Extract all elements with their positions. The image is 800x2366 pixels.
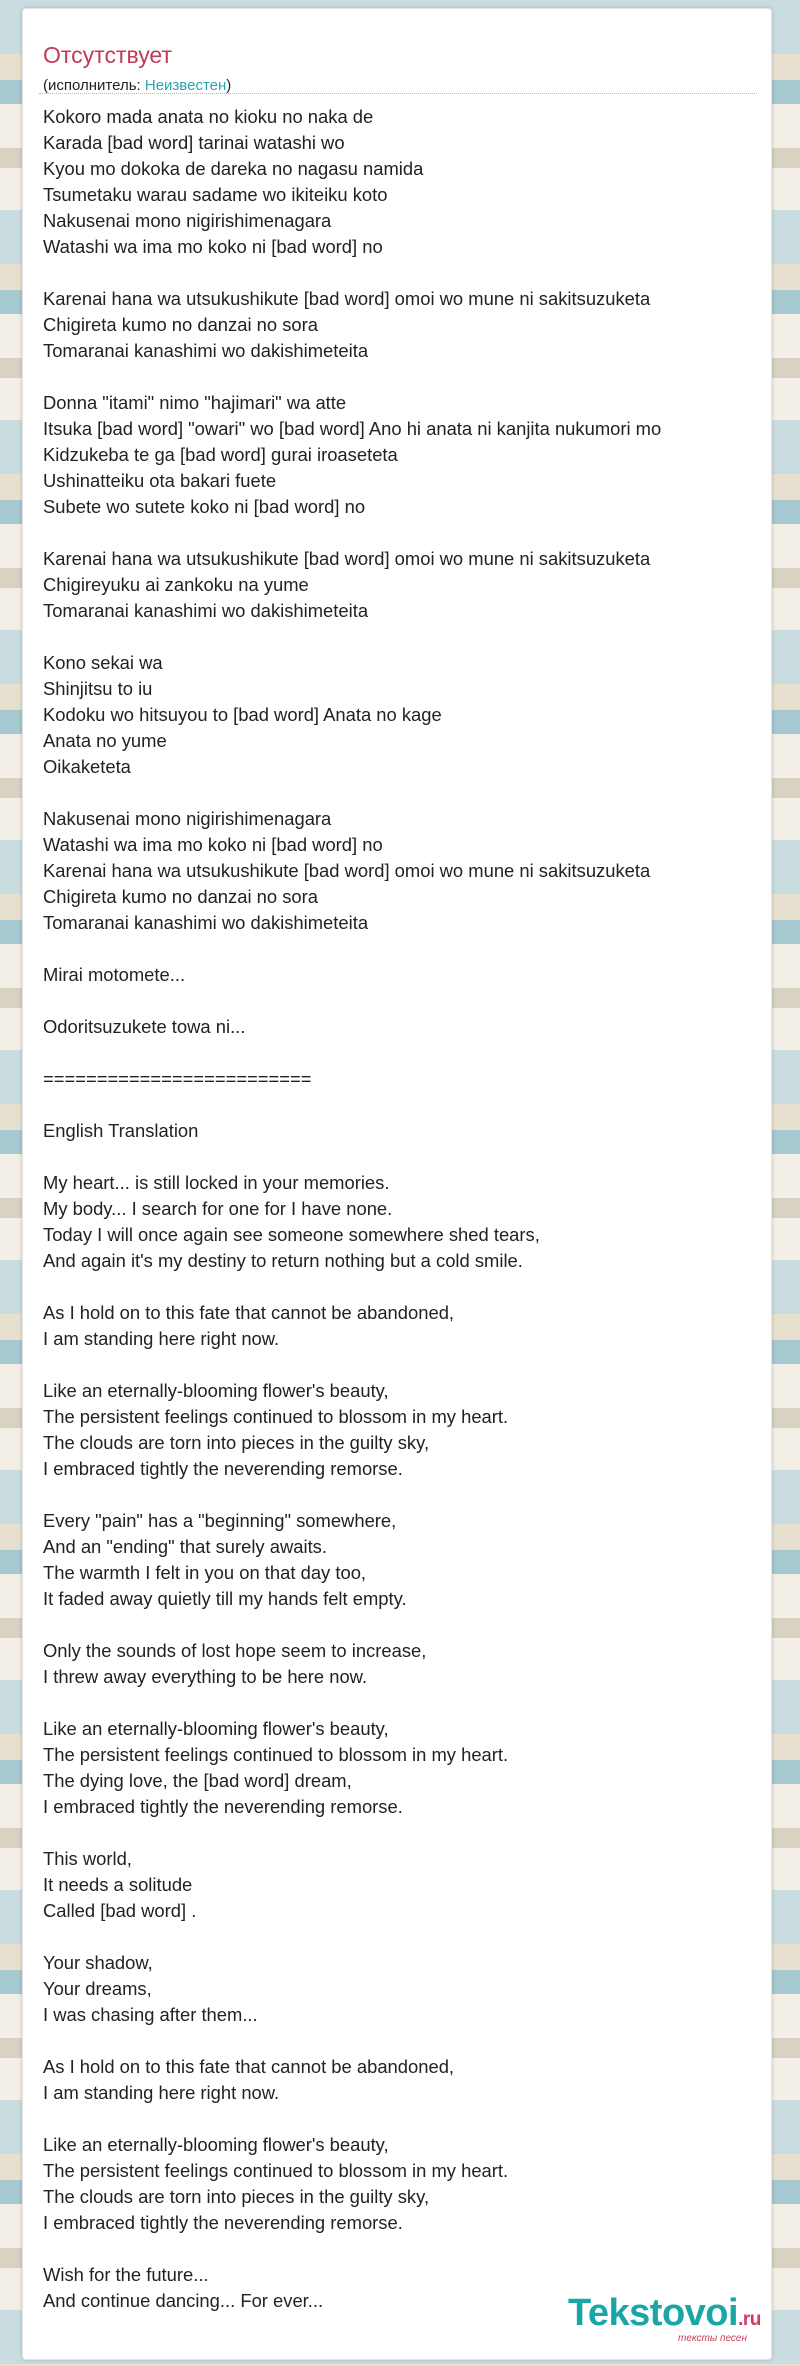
lyric-line: Subete wo sutete koko ni [bad word] no	[43, 496, 366, 517]
lyric-line: Watashi wa ima mo koko ni [bad word] no	[43, 236, 383, 257]
lyric-line: It faded away quietly till my hands felt empty.	[43, 1588, 407, 1609]
lyric-line: The persistent feelings continued to blossom in my heart.	[43, 1744, 509, 1765]
lyric-line: Ushinatteiku ota bakari fuete	[43, 470, 277, 491]
lyric-line: Nakusenai mono nigirishimenagara	[43, 808, 332, 829]
lyrics-card	[22, 8, 772, 2360]
performer-prefix: (исполнитель:	[43, 77, 145, 94]
lyric-line: This world,	[43, 1848, 132, 1869]
lyric-line: Anata no yume	[43, 730, 167, 751]
performer-line	[43, 77, 231, 94]
lyric-line	[43, 2028, 763, 2054]
lyric-line: I threw away everything to be here now.	[43, 1666, 368, 1687]
site-logo[interactable]	[568, 2293, 798, 2353]
lyric-line	[43, 936, 763, 962]
lyric-line: Tsumetaku warau sadame wo ikiteiku koto	[43, 184, 388, 205]
lyric-line	[43, 1690, 763, 1716]
logo-tagline: тексты песен	[678, 2333, 747, 2344]
lyric-line: Tomaranai kanashimi wo dakishimeteita	[43, 912, 369, 933]
lyric-line: Odoritsuzukete towa ni...	[43, 1016, 246, 1037]
lyric-line: Kodoku wo hitsuyou to [bad word] Anata no kage	[43, 704, 442, 725]
lyric-line	[43, 1924, 763, 1950]
lyric-line: The dying love, the [bad word] dream,	[43, 1770, 352, 1791]
lyric-line: The persistent feelings continued to blossom in my heart.	[43, 1406, 509, 1427]
header-divider	[39, 93, 757, 94]
lyric-line	[43, 624, 763, 650]
lyric-line	[43, 260, 763, 286]
lyric-line: The persistent feelings continued to blossom in my heart.	[43, 2160, 509, 2181]
logo-name: Tekstovoi	[568, 2292, 739, 2334]
lyric-line: I embraced tightly the neverending remorse.	[43, 1796, 403, 1817]
lyric-line: Karenai hana wa utsukushikute [bad word] omoi wo mune ni sakitsuzuketa	[43, 288, 651, 309]
lyrics-text	[43, 104, 763, 2314]
lyric-line: Your shadow,	[43, 1952, 153, 1973]
lyric-line: Tomaranai kanashimi wo dakishimeteita	[43, 340, 369, 361]
lyric-line: Oikaketeta	[43, 756, 131, 777]
lyric-line	[43, 2106, 763, 2132]
performer-link[interactable]: Неизвестен	[144, 77, 227, 94]
lyric-line: And an "ending" that surely awaits.	[43, 1536, 327, 1557]
lyric-line	[43, 1482, 763, 1508]
lyric-line	[43, 2236, 763, 2262]
lyric-line	[43, 988, 763, 1014]
lyric-line: Shinjitsu to iu	[43, 678, 153, 699]
lyric-line: I am standing here right now.	[43, 2082, 280, 2103]
lyric-line: Karada [bad word] tarinai watashi wo	[43, 132, 345, 153]
lyric-line: Chigireyuku ai zankoku na yume	[43, 574, 309, 595]
lyric-line: Kono sekai wa	[43, 652, 163, 673]
lyric-line: The clouds are torn into pieces in the guilty sky,	[43, 1432, 430, 1453]
lyric-line: Kidzukeba te ga [bad word] gurai iroaseteta	[43, 444, 398, 465]
lyric-line: As I hold on to this fate that cannot be abandoned,	[43, 2056, 455, 2077]
lyric-line: Like an eternally-blooming flower's beauty,	[43, 2134, 389, 2155]
lyric-line: Itsuka [bad word] "owari" wo [bad word] Ano hi anata ni kanjita nukumori mo	[43, 418, 662, 439]
lyric-line: English Translation	[43, 1120, 199, 1141]
lyric-line	[43, 780, 763, 806]
lyric-line: I embraced tightly the neverending remorse.	[43, 2212, 403, 2233]
lyric-line: Karenai hana wa utsukushikute [bad word] omoi wo mune ni sakitsuzuketa	[43, 860, 651, 881]
lyric-line: Like an eternally-blooming flower's beauty,	[43, 1380, 389, 1401]
lyric-line: Today I will once again see someone somewhere shed tears,	[43, 1224, 540, 1245]
lyric-line: Kyou mo dokoka de dareka no nagasu namida	[43, 158, 424, 179]
lyric-line: As I hold on to this fate that cannot be abandoned,	[43, 1302, 455, 1323]
lyric-line	[43, 1092, 763, 1118]
lyric-line: Kokoro mada anata no kioku no naka de	[43, 106, 374, 127]
lyric-line	[43, 1040, 763, 1066]
logo-domain: .ru	[738, 2309, 761, 2330]
lyric-line: Chigireta kumo no danzai no sora	[43, 886, 318, 907]
lyric-line: I was chasing after them...	[43, 2004, 258, 2025]
lyric-line: Only the sounds of lost hope seem to increase,	[43, 1640, 427, 1661]
lyric-line: Mirai motomete...	[43, 964, 186, 985]
lyric-line: Wish for the future...	[43, 2264, 209, 2285]
lyric-line: Karenai hana wa utsukushikute [bad word] omoi wo mune ni sakitsuzuketa	[43, 548, 651, 569]
lyric-line: Called [bad word] .	[43, 1900, 197, 1921]
lyric-line: I am standing here right now.	[43, 1328, 280, 1349]
lyric-line: Watashi wa ima mo koko ni [bad word] no	[43, 834, 383, 855]
lyric-line: Every "pain" has a "beginning" somewhere,	[43, 1510, 397, 1531]
lyric-line	[43, 364, 763, 390]
lyric-line	[43, 520, 763, 546]
lyric-line: My heart... is still locked in your memories.	[43, 1172, 390, 1193]
lyric-line: Like an eternally-blooming flower's beauty,	[43, 1718, 389, 1739]
lyric-line	[43, 1820, 763, 1846]
lyric-line: Nakusenai mono nigirishimenagara	[43, 210, 332, 231]
lyric-line: My body... I search for one for I have none.	[43, 1198, 393, 1219]
lyric-line: And again it's my destiny to return nothing but a cold smile.	[43, 1250, 523, 1271]
lyric-line: It needs a solitude	[43, 1874, 193, 1895]
lyric-line: Your dreams,	[43, 1978, 152, 1999]
lyric-line: I embraced tightly the neverending remorse.	[43, 1458, 403, 1479]
lyric-line: The clouds are torn into pieces in the guilty sky,	[43, 2186, 430, 2207]
page-title: Отсутствует	[43, 42, 172, 68]
lyric-line: The warmth I felt in you on that day too,	[43, 1562, 367, 1583]
lyric-line	[43, 1274, 763, 1300]
lyric-line	[43, 1352, 763, 1378]
lyric-line: Chigireta kumo no danzai no sora	[43, 314, 318, 335]
performer-suffix: )	[226, 77, 232, 94]
lyric-line: Donna "itami" nimo "hajimari" wa atte	[43, 392, 347, 413]
lyric-line	[43, 1612, 763, 1638]
lyric-line: Tomaranai kanashimi wo dakishimeteita	[43, 600, 369, 621]
lyric-line	[43, 1144, 763, 1170]
lyric-line: =========================	[43, 1068, 312, 1089]
lyric-line: And continue dancing... For ever...	[43, 2290, 324, 2311]
